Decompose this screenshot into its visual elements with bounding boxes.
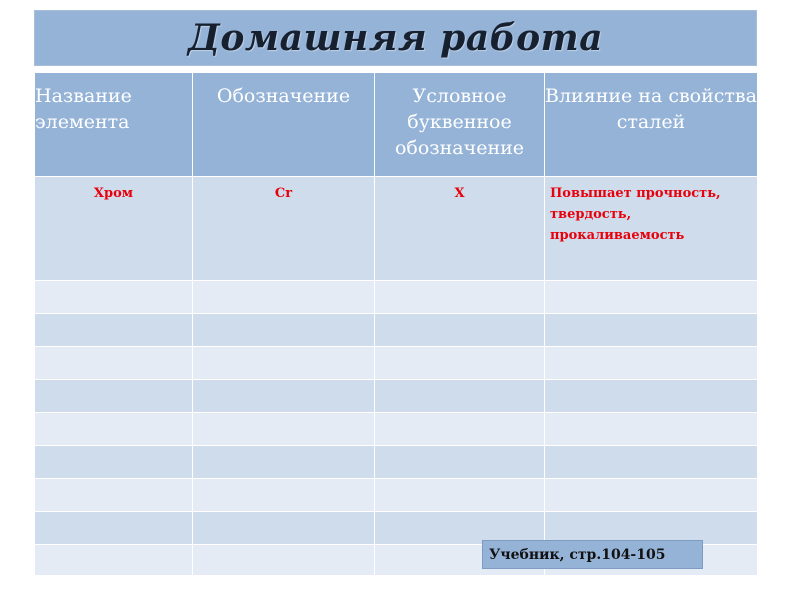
table-cell xyxy=(545,281,758,314)
table-row xyxy=(35,314,758,347)
cell-symbol: Cr xyxy=(193,177,375,281)
table-cell xyxy=(193,281,375,314)
header-effect-on-steel: Влияние на свойства сталей xyxy=(545,73,758,177)
table-cell xyxy=(193,314,375,347)
table-cell xyxy=(193,347,375,380)
header-element-name: Название элемента xyxy=(35,73,193,177)
table-row xyxy=(35,177,758,281)
table-cell xyxy=(545,314,758,347)
cell-effect: Повышает прочность, твердость, прокаливаемость xyxy=(545,177,758,281)
table-cell xyxy=(35,479,193,512)
table-cell xyxy=(375,479,545,512)
table-cell xyxy=(35,314,193,347)
table-cell xyxy=(193,545,375,576)
table-cell xyxy=(193,512,375,545)
table-cell xyxy=(193,413,375,446)
table-cell xyxy=(35,446,193,479)
table-cell xyxy=(375,281,545,314)
table-cell xyxy=(545,413,758,446)
table-header-row xyxy=(35,73,758,177)
table-cell xyxy=(35,512,193,545)
table-row xyxy=(35,446,758,479)
table-cell xyxy=(35,347,193,380)
homework-table xyxy=(34,72,758,576)
table-cell xyxy=(545,380,758,413)
cell-letter: Х xyxy=(375,177,545,281)
textbook-reference: Учебник, стр.104-105 xyxy=(482,540,703,569)
page-title: Домашняя работа xyxy=(187,17,604,59)
header-letter-designation: Условное буквенное обозначение xyxy=(375,73,545,177)
table-row xyxy=(35,281,758,314)
table-cell xyxy=(35,413,193,446)
table-cell xyxy=(375,314,545,347)
cell-element-name: Хром xyxy=(35,177,193,281)
header-symbol: Обозначение xyxy=(193,73,375,177)
table-cell xyxy=(545,479,758,512)
table-row xyxy=(35,479,758,512)
table-cell xyxy=(35,380,193,413)
table-row xyxy=(35,413,758,446)
table-cell xyxy=(35,545,193,576)
table-cell xyxy=(193,380,375,413)
table-cell xyxy=(375,413,545,446)
table-cell xyxy=(375,347,545,380)
table-cell xyxy=(193,479,375,512)
table-cell xyxy=(375,380,545,413)
table-row xyxy=(35,347,758,380)
title-bar xyxy=(34,10,757,66)
table-cell xyxy=(35,281,193,314)
table-row xyxy=(35,380,758,413)
table-cell xyxy=(545,347,758,380)
table-cell xyxy=(545,446,758,479)
table-cell xyxy=(375,446,545,479)
table-cell xyxy=(193,446,375,479)
